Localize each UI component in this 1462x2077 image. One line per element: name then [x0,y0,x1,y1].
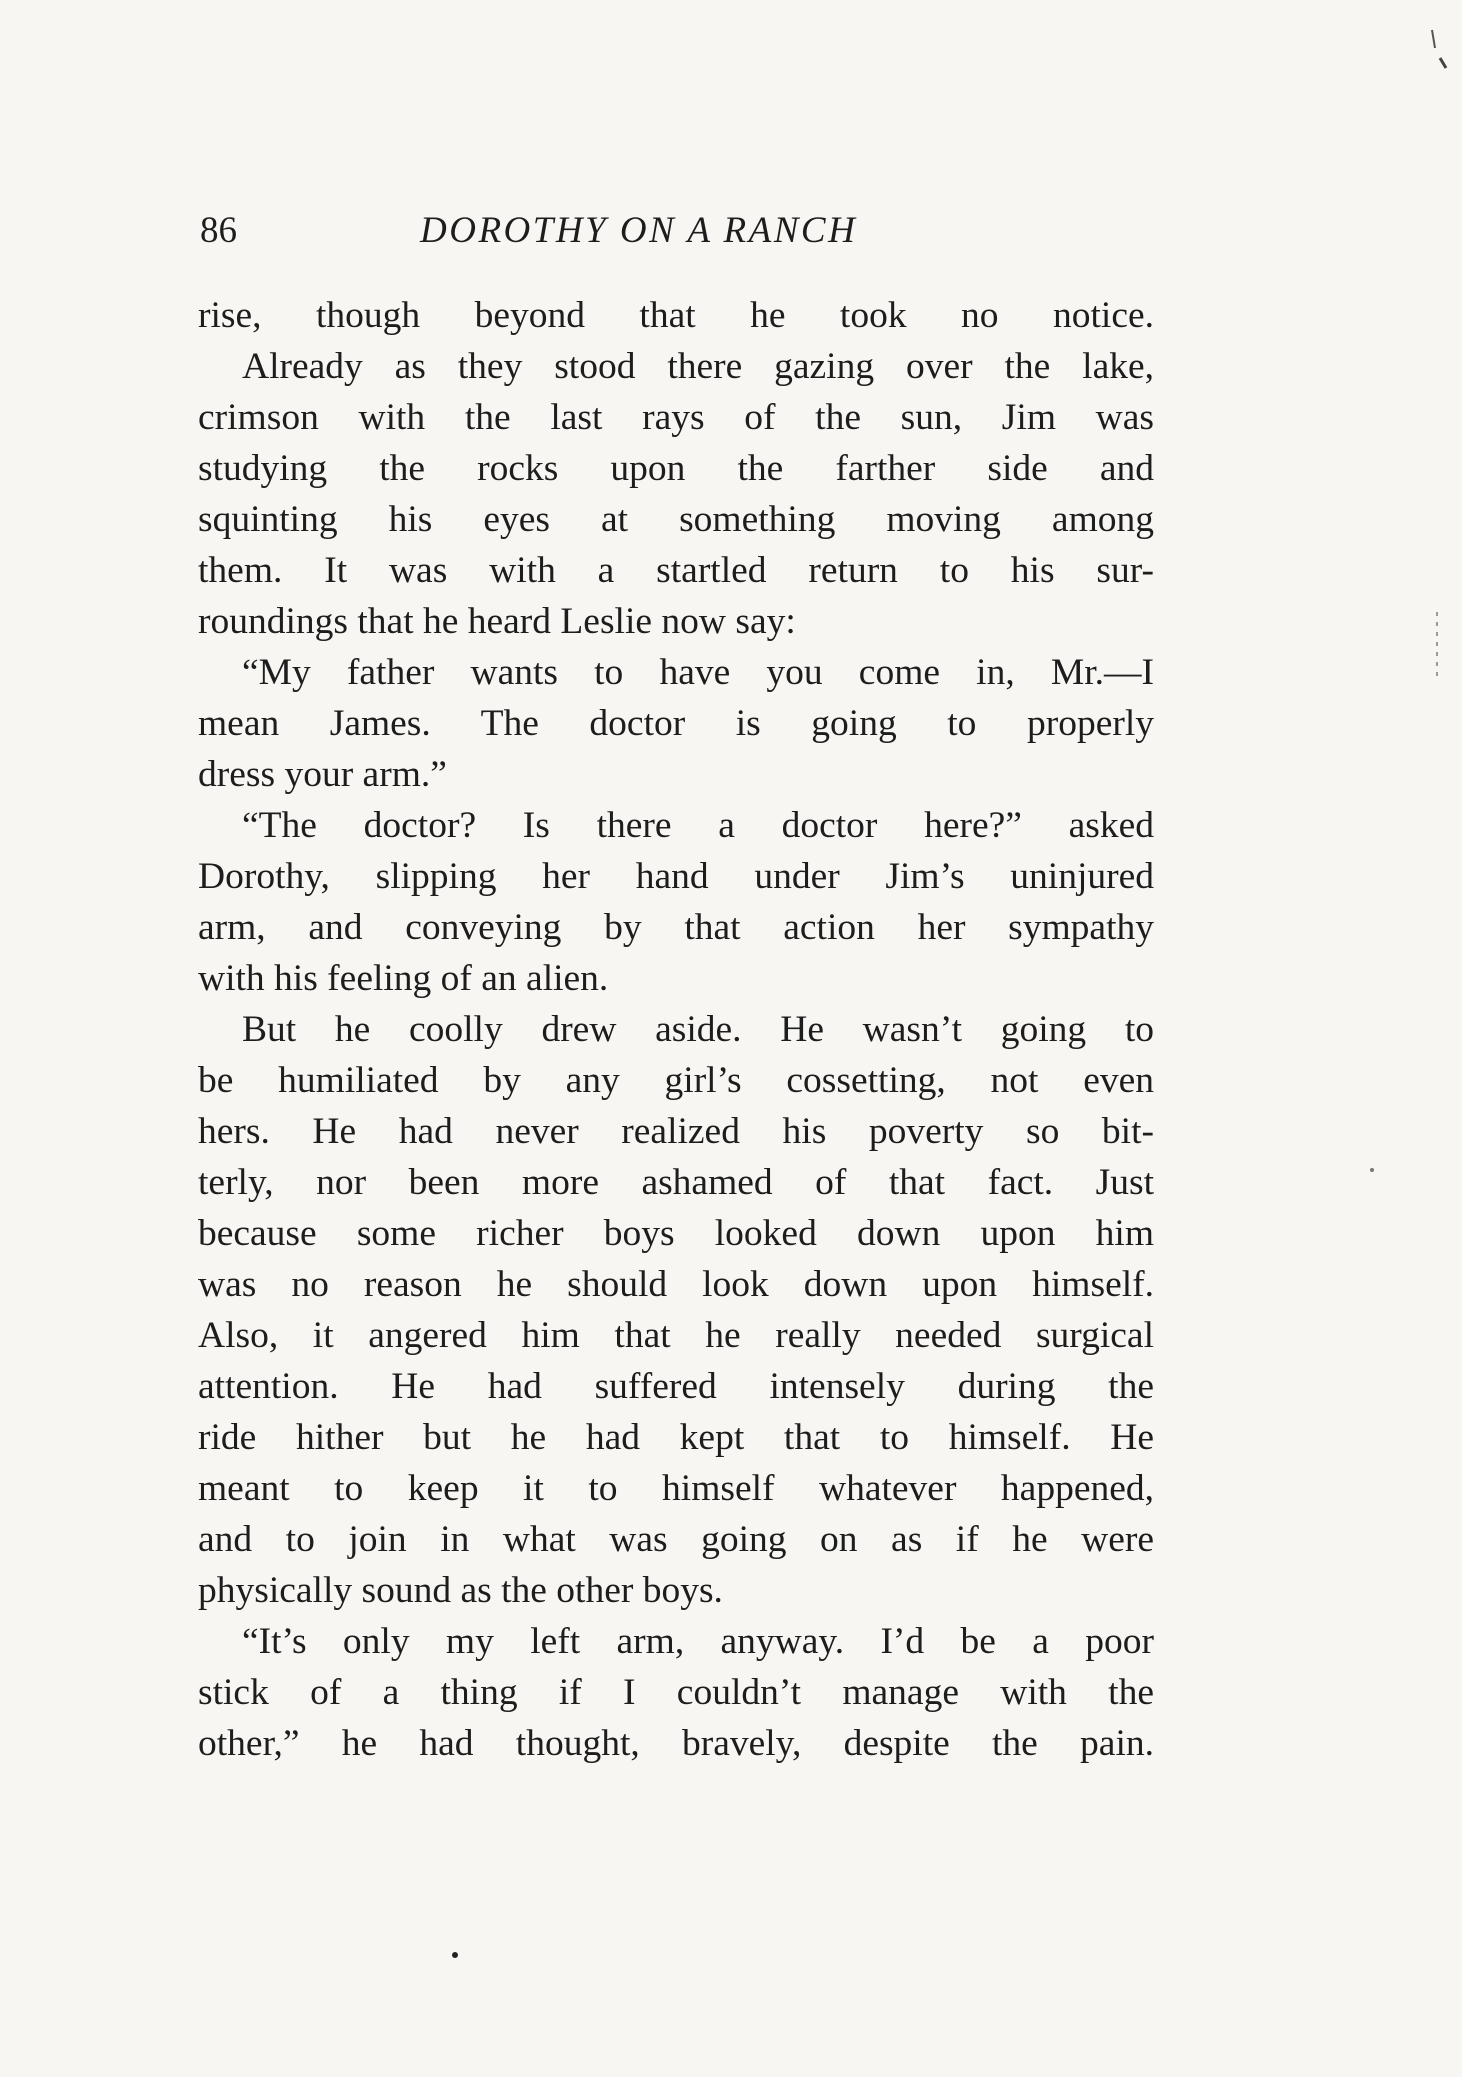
text-line: them. It was with a startled return to his sur- [198,550,1154,591]
text-line: mean James. The doctor is going to properly [198,703,1154,744]
page-number: 86 [200,210,237,251]
text-line: crimson with the last rays of the sun, Jim was [198,397,1154,438]
text-line: “The doctor? Is there a doctor here?” asked [242,805,1154,846]
text-line: ride hither but he had kept that to himself. He [198,1417,1154,1458]
text-line: stick of a thing if I couldn’t manage with the [198,1672,1154,1713]
text-line: studying the rocks upon the farther side and [198,448,1154,489]
text-line: Already as they stood there gazing over the lake, [242,346,1154,387]
running-title: DOROTHY ON A RANCH [420,210,858,251]
text-line: physically sound as the other boys. [198,1570,723,1611]
text-line: terly, nor been more ashamed of that fact. Just [198,1162,1154,1203]
text-line: “It’s only my left arm, anyway. I’d be a poor [242,1621,1154,1662]
speck-mark [1440,58,1446,68]
body-text [198,290,1154,1769]
text-line: arm, and conveying by that action her sympathy [198,907,1154,948]
text-line: “My father wants to have you come in, Mr.—I [242,652,1154,693]
text-line: was no reason he should look down upon himself. [198,1264,1154,1305]
text-line: rise, though beyond that he took no notice. [198,295,1154,336]
speck-mark [1432,30,1435,48]
text-line: be humiliated by any girl’s cossetting, not even [198,1060,1154,1101]
running-header [200,206,1160,256]
text-line: roundings that he heard Leslie now say: [198,601,796,642]
text-line: meant to keep it to himself whatever happened, [198,1468,1154,1509]
text-line: other,” he had thought, bravely, despite the pain. [198,1723,1154,1764]
text-line: attention. He had suffered intensely during the [198,1366,1154,1407]
text-line: hers. He had never realized his poverty so bit- [198,1111,1154,1152]
text-line: squinting his eyes at something moving among [198,499,1154,540]
text-line: with his feeling of an alien. [198,958,609,999]
speck-dot [452,1952,458,1958]
text-line: Dorothy, slipping her hand under Jim’s uninjured [198,856,1154,897]
speck-dot [1370,1168,1374,1172]
text-line: But he coolly drew aside. He wasn’t going to [242,1009,1154,1050]
text-line: and to join in what was going on as if he were [198,1519,1154,1560]
text-line: dress your arm.” [198,754,447,795]
text-line: because some richer boys looked down upon him [198,1213,1154,1254]
text-line: Also, it angered him that he really needed surgical [198,1315,1154,1356]
